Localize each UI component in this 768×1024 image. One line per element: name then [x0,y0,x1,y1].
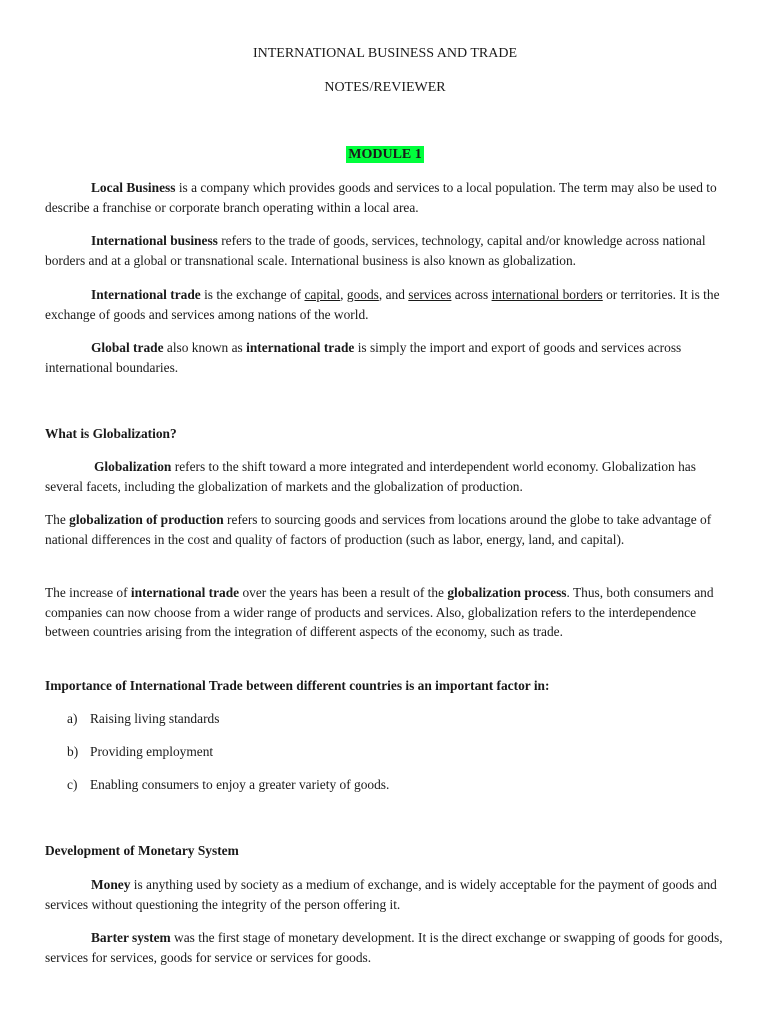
paragraph-global-trade [45,338,723,377]
term-international-trade: international trade [246,340,355,355]
paragraph-text: refers to the trade of goods, services, technology, capital and/or knowledge across national borders and at a global or transnational scale. International business is also known as globalization. [45,233,706,268]
list-marker: a) [67,711,78,726]
list-item [67,742,213,762]
paragraph-text: or territories. It is the exchange of goods and services among nations of the world. [45,287,720,322]
term-globalization-of-production: globalization of production [69,512,224,527]
paragraph-text: is anything used by society as a medium of exchange, and is widely acceptable for the payment of goods and services without questioning the integrity of the person offering it. [45,877,717,912]
paragraph-text: . Thus, both consumers and companies can now choose from a wider range of products and services. Also, globalization refers to the interdependence between countries arising from the integration of different aspects of the economy, such as trade. [45,585,714,639]
paragraph-text: , [340,287,347,302]
paragraph-text: The increase of [45,585,131,600]
paragraph-text: also known as [163,340,247,355]
term-global-trade: Global trade [91,340,164,355]
heading-importance-of-trade: Importance of International Trade between different countries is an important factor in: [45,678,550,693]
paragraph-text: was the first stage of monetary development. It is the direct exchange or swapping of goods for goods, services for services, goods for service or services for goods. [45,930,723,965]
document-title: INTERNATIONAL BUSINESS AND TRADE [252,46,518,61]
list-item [67,709,219,729]
document-subtitle: NOTES/REVIEWER [324,80,446,95]
link-capital[interactable]: capital [304,287,341,302]
paragraph-text: is simply the import and export of goods and services across international boundaries. [45,340,682,375]
paragraph-text: , and [378,287,409,302]
paragraph-text: refers to the shift toward a more integrated and interdependent world economy. Globalization has several facets, including the globalization of markets and the globalization of production. [45,459,696,494]
term-money: Money [91,877,131,892]
paragraph-increase-of-trade [45,583,723,642]
term-international-business: International business [91,233,218,248]
term-international-trade: international trade [130,585,240,600]
paragraph-money [45,875,723,914]
paragraph-international-business [45,231,723,270]
paragraph-local-business [45,178,723,217]
paragraph-barter-system [45,928,723,967]
list-item-text: Enabling consumers to enjoy a greater variety of goods. [90,777,390,792]
paragraph-globalization-of-production [45,510,723,549]
list-item-text: Providing employment [90,744,214,759]
term-globalization-process: globalization process [447,585,567,600]
term-local-business: Local Business [91,180,176,195]
module-heading [45,145,725,165]
list-marker: c) [67,777,78,792]
list-item [67,775,389,795]
heading-what-is-globalization: What is Globalization? [45,426,177,441]
link-international-borders[interactable]: international borders [491,287,603,302]
list-item-text: Raising living standards [90,711,220,726]
heading-monetary-system: Development of Monetary System [45,843,239,858]
paragraph-text: is a company which provides goods and services to a local population. The term may also be used to describe a franchise or corporate branch operating within a local area. [45,180,717,215]
paragraph-text: is the exchange of [200,287,305,302]
list-marker: b) [67,744,79,759]
term-international-trade: International trade [91,287,201,302]
paragraph-text: over the years has been a result of the [239,585,448,600]
term-globalization: Globalization [94,459,172,474]
term-barter-system: Barter system [91,930,171,945]
paragraph-globalization [45,457,723,496]
paragraph-international-trade [45,285,723,324]
paragraph-text: across [451,287,492,302]
paragraph-text: refers to sourcing goods and services from locations around the globe to take advantage of national differences in the cost and quality of factors of production (such as labor, energy, land, and capital). [45,512,712,547]
link-services[interactable]: services [408,287,452,302]
link-goods[interactable]: goods [346,287,379,302]
module-label: MODULE 1 [348,147,422,162]
paragraph-text: The [45,512,70,527]
